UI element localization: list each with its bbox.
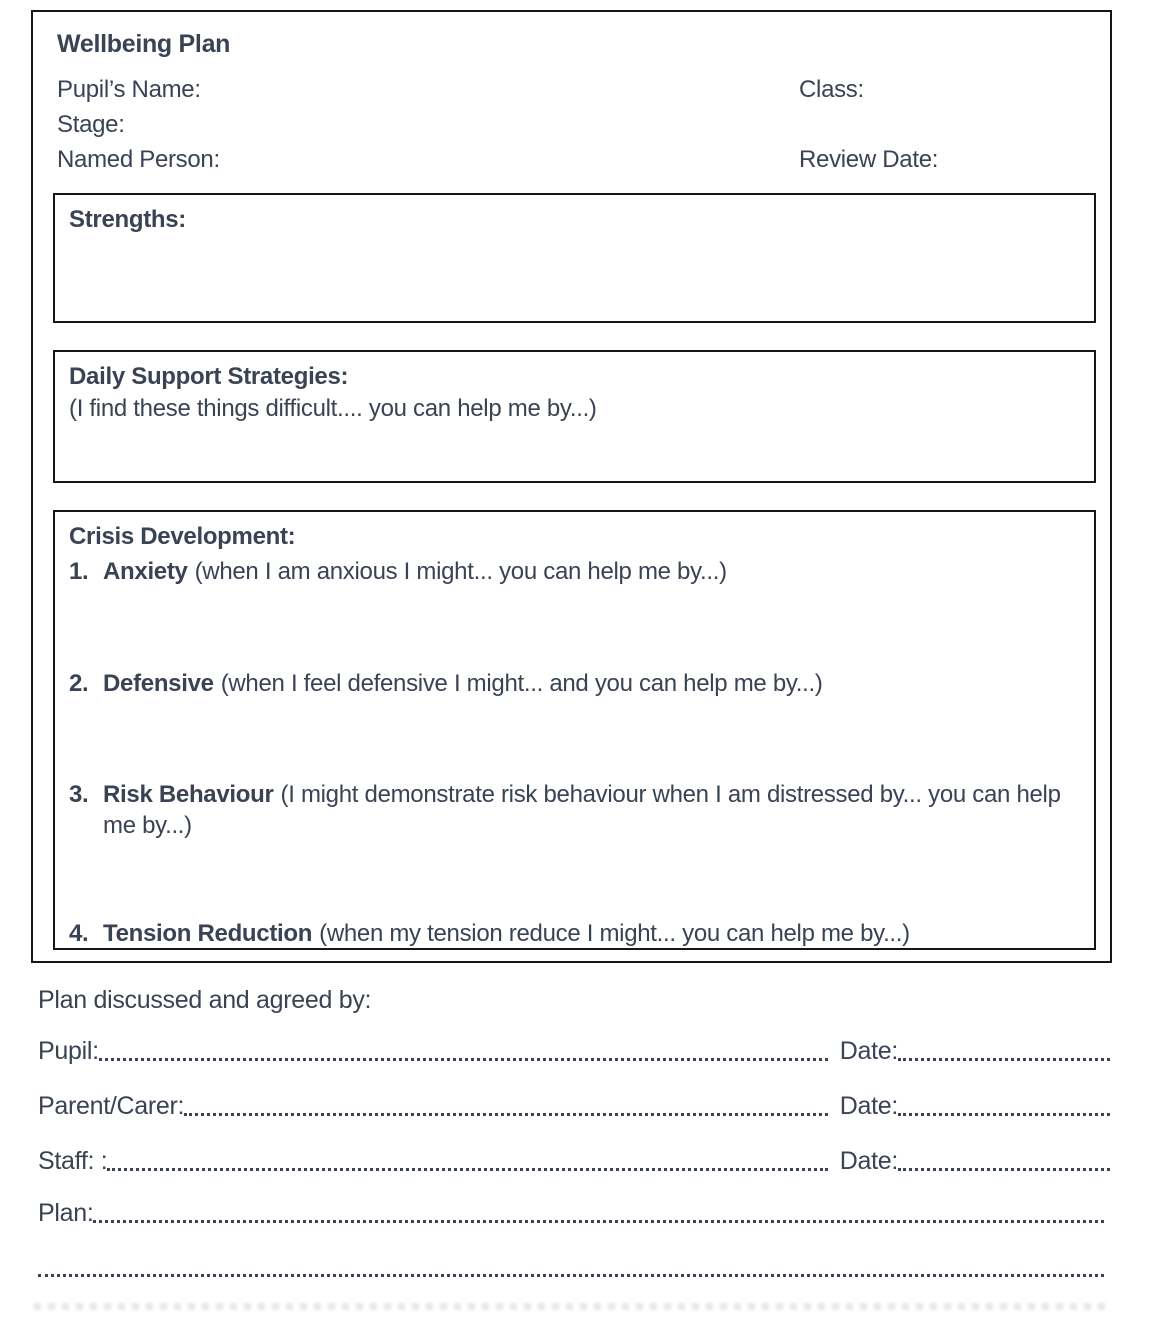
crisis-item-name: Anxiety [103, 558, 188, 585]
header-left-column [57, 72, 220, 177]
crisis-item-name: Tension Reduction [103, 920, 313, 947]
agreement-heading: Plan discussed and agreed by: [38, 986, 372, 1014]
staff-date-line [898, 1168, 1110, 1171]
pupil-signature-line [99, 1058, 828, 1061]
parent-carer-signature-label: Parent/Carer: [38, 1092, 185, 1120]
crisis-item-number: 4. [69, 920, 89, 947]
pupil-date-line [898, 1058, 1110, 1061]
plan-continuation-line [38, 1274, 1104, 1277]
pupil-date-label: Date: [839, 1037, 898, 1065]
pupil-name-label: Pupil’s Name: [57, 76, 201, 103]
crisis-item-tension-reduction [69, 918, 1084, 949]
header-right-column [799, 72, 938, 177]
plan-continuation-row [38, 1250, 1104, 1282]
plan-line [93, 1220, 1104, 1223]
plan-row [38, 1196, 1104, 1228]
signature-row-staff [38, 1144, 1110, 1176]
clipped-bottom-line [34, 1303, 1112, 1310]
crisis-item-number: 3. [69, 781, 89, 808]
stage-label: Stage: [57, 111, 125, 138]
crisis-item-anxiety [69, 556, 1084, 587]
staff-signature-label: Staff: : [38, 1147, 108, 1175]
named-person-label: Named Person: [57, 146, 220, 173]
document-outer-box [31, 10, 1112, 963]
header-spacer [799, 107, 938, 142]
parent-carer-signature-line [184, 1113, 828, 1116]
staff-signature-line [107, 1168, 827, 1171]
staff-date-label: Date: [839, 1147, 898, 1175]
crisis-heading: Crisis Development: [69, 523, 296, 550]
crisis-item-description: (when I am anxious I might... you can help me by...) [194, 558, 727, 585]
class-label: Class: [799, 76, 864, 103]
strengths-box [53, 193, 1096, 323]
parent-carer-date-label: Date: [839, 1092, 898, 1120]
crisis-item-description: (when my tension reduce I might... you can help me by...) [319, 920, 910, 947]
page-title: Wellbeing Plan [57, 30, 231, 58]
crisis-item-number: 1. [69, 558, 89, 585]
crisis-item-defensive [69, 668, 1084, 699]
daily-support-subtext: (I find these things difficult.... you can help me by...) [69, 395, 597, 422]
pupil-signature-label: Pupil: [38, 1037, 99, 1065]
signature-row-parent-carer [38, 1089, 1110, 1121]
crisis-item-description: (I might demonstrate risk behaviour when I am distressed by... you can help me by...) [103, 781, 1061, 839]
plan-label: Plan: [38, 1199, 94, 1227]
crisis-development-box [53, 510, 1096, 950]
parent-carer-date-line [898, 1113, 1110, 1116]
crisis-item-risk-behaviour [69, 779, 1084, 841]
crisis-item-description: (when I feel defensive I might... and you can help me by...) [220, 670, 823, 697]
crisis-item-name: Risk Behaviour [103, 781, 274, 808]
strengths-heading: Strengths: [69, 206, 187, 233]
daily-support-heading: Daily Support Strategies: [69, 363, 349, 390]
crisis-item-name: Defensive [103, 670, 214, 697]
crisis-item-number: 2. [69, 670, 89, 697]
daily-support-box [53, 350, 1096, 483]
signature-row-pupil [38, 1034, 1110, 1066]
review-date-label: Review Date: [799, 146, 939, 173]
